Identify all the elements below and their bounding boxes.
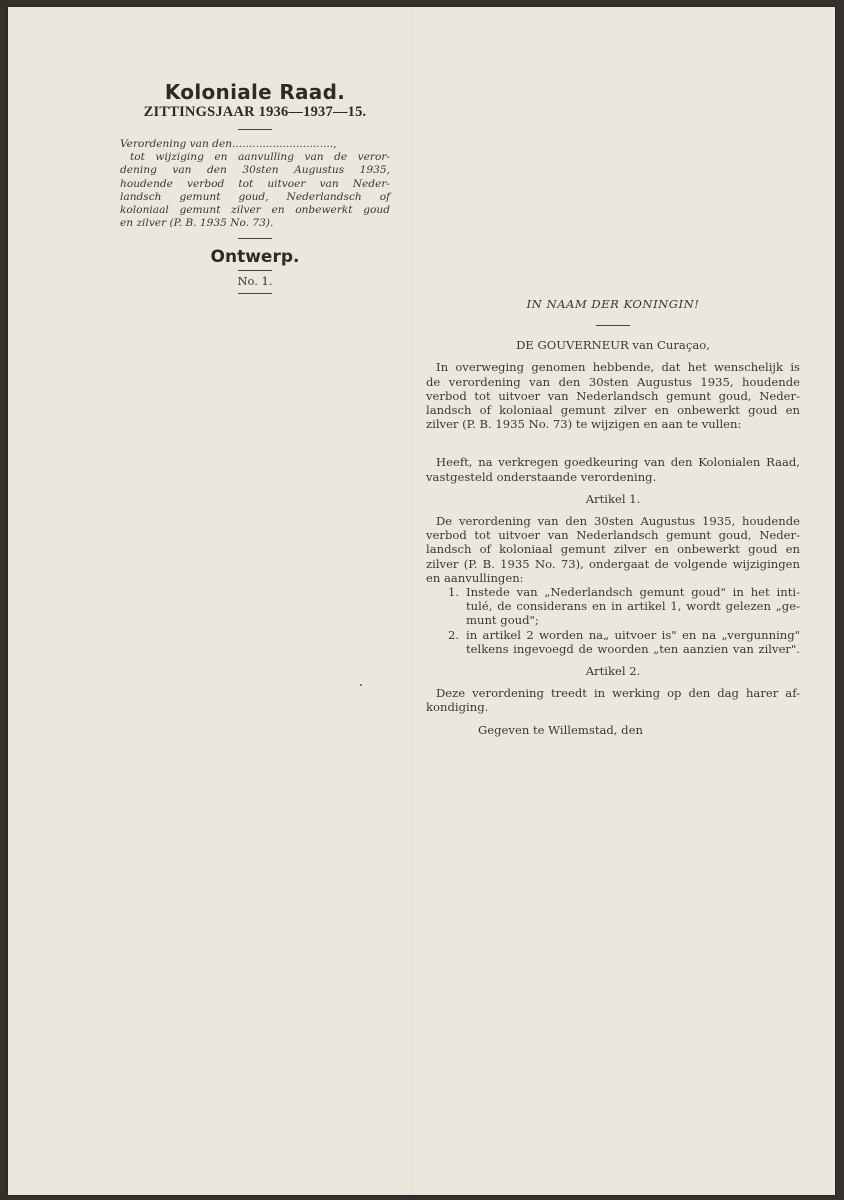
text-line: zilver (P. B. 1935 No. 73) te wijzigen en aan te vullen: <box>426 417 742 432</box>
article-2-text <box>426 686 800 714</box>
text-line: de verordening van den 30sten Augustus 1935, houdende <box>426 374 800 389</box>
subject-line: landsch gemunt goud, Nederlandsch of <box>120 190 390 203</box>
subject-line: houdende verbod tot uitvoer van Neder- <box>120 177 390 190</box>
enactment-clause <box>426 455 800 483</box>
header-block <box>120 80 390 299</box>
text-line: en aanvullingen: <box>426 570 524 585</box>
draft-label: Ontwerp. <box>210 247 300 268</box>
divider <box>238 129 272 130</box>
subject-line: tot wijziging en aanvulling van de veror- <box>130 151 390 164</box>
session-year: ZITTINGSJAAR 1936—1937—15. <box>143 104 367 120</box>
text-line: telkens ingevoegd de woorden „ten aanzien van zilver". <box>466 641 800 656</box>
list-item <box>426 628 800 656</box>
invocation: IN NAAM DER KONINGIN! <box>526 297 700 311</box>
text-line: verbod tot uitvoer van Nederlandsch gemunt goud, Neder- <box>426 528 800 543</box>
text-line: zilver (P. B. 1935 No. 73), ondergaat de volgende wijzigingen <box>426 556 800 571</box>
divider <box>238 270 272 271</box>
subject-line: en zilver (P. B. 1935 No. 73). <box>120 217 274 230</box>
text-line: Instede van „Nederlandsch gemunt goud" in het inti- <box>466 585 800 600</box>
governor-line: DE GOUVERNEUR van Curaçao, <box>516 338 710 353</box>
text-line: landsch of koloniaal gemunt zilver en onbewerkt goud en <box>426 403 800 418</box>
divider <box>238 293 272 294</box>
subject-line: koloniaal gemunt zilver en onbewerkt goud <box>120 204 390 217</box>
text-line: vastgesteld onderstaande verordening. <box>426 469 657 484</box>
list-number: 1. <box>448 585 460 600</box>
text-line: landsch of koloniaal gemunt zilver en onbewerkt goud en <box>426 542 800 557</box>
page-fold <box>411 7 413 1195</box>
text-line: De verordening van den 30sten Augustus 1935, houdende <box>436 514 800 529</box>
closing-line: Gegeven te Willemstad, den <box>478 722 643 737</box>
text-line: in artikel 2 worden na„ uitvoer is" en na „vergunning" <box>466 627 800 642</box>
text-line: tulé, de considerans en in artikel 1, wordt gelezen „ge- <box>466 599 800 614</box>
text-line: kondiging. <box>426 700 489 715</box>
speck <box>360 684 362 686</box>
text-line: Deze verordening treedt in werking op den dag harer af- <box>436 686 800 701</box>
ordinance-subject <box>120 138 390 230</box>
list-number: 2. <box>448 627 460 642</box>
text-line: Heeft, na verkregen goedkeuring van den Kolonialen Raad, <box>436 455 800 470</box>
draft-number: No. 1. <box>237 274 273 289</box>
article-2-title: Artikel 2. <box>585 664 641 679</box>
text-line: verbod tot uitvoer van Nederlandsch gemunt goud, Neder- <box>426 388 800 403</box>
list-item <box>426 585 800 628</box>
document-page <box>8 7 835 1195</box>
text-line: In overweging genomen hebbende, dat het wenschelijk is <box>436 360 800 375</box>
divider <box>596 325 630 326</box>
article-1-title: Artikel 1. <box>585 491 641 506</box>
decree-body <box>426 297 800 737</box>
text-line: munt goud"; <box>466 613 539 628</box>
council-title: Koloniale Raad. <box>164 80 346 104</box>
subject-line: Verordening van den.............................., <box>120 138 337 150</box>
considerans <box>426 360 800 431</box>
article-1-text <box>426 514 800 585</box>
divider <box>238 238 272 239</box>
subject-line: dening van den 30sten Augustus 1935, <box>120 164 390 177</box>
